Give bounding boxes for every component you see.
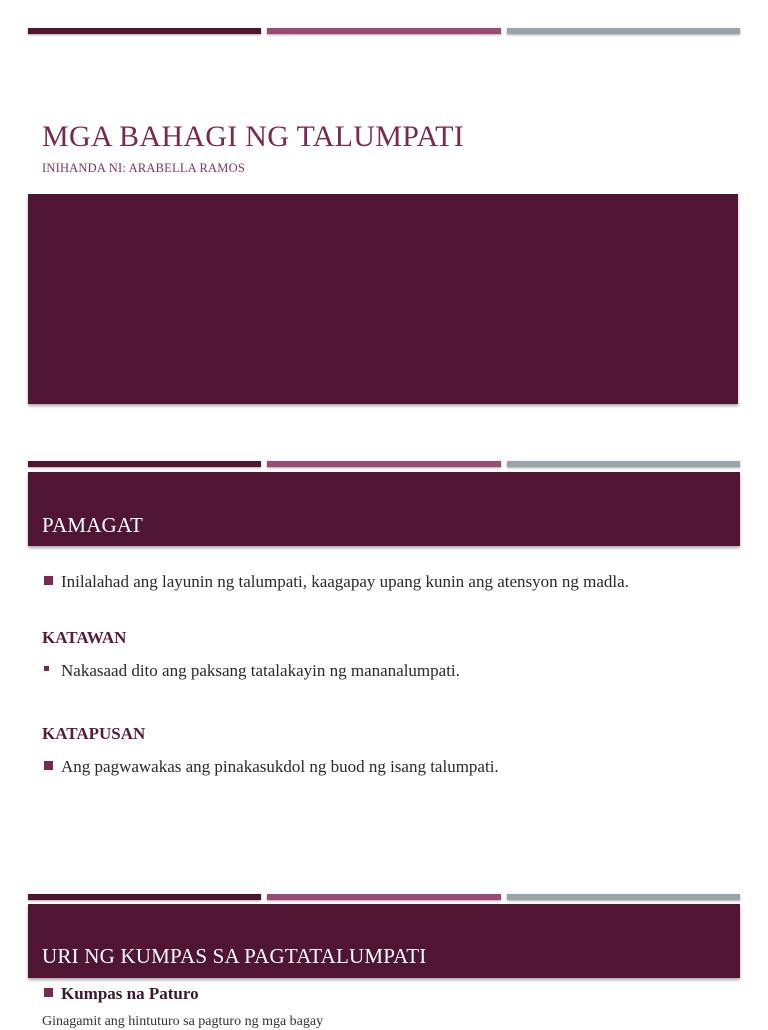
- square-bullet-icon: [44, 761, 53, 770]
- katapusan-text: Ang pagwawakas ang pinakasukdol ng buod ng isang talumpati.: [61, 757, 499, 776]
- kumpas-paturo-heading: Kumpas na Paturo: [61, 984, 199, 1003]
- slide2-title: PAMAGAT: [42, 513, 143, 537]
- pamagat-bullet: [44, 572, 629, 592]
- bar-segment-pink: [267, 28, 500, 34]
- slide1-subtitle: INIHANDA NI: ARABELLA RAMOS: [42, 161, 245, 175]
- pamagat-text: Inilalahad ang layunin ng talumpati, kaagapay upang kunin ang atensyon ng madla.: [61, 572, 629, 591]
- slide1-decorative-bar: [28, 28, 740, 34]
- bar-segment-maroon: [28, 894, 261, 900]
- bar-segment-maroon: [28, 461, 261, 467]
- slide3-title: URI NG KUMPAS SA PAGTATALUMPATI: [42, 944, 427, 968]
- katapusan-heading: KATAPUSAN: [42, 724, 146, 743]
- slide3-title-panel: [28, 904, 740, 978]
- bar-segment-gray: [507, 894, 740, 900]
- small-square-bullet-icon: [44, 666, 49, 671]
- slide1-title: MGA BAHAGI NG TALUMPATI: [42, 120, 465, 153]
- bar-segment-gray: [507, 28, 740, 34]
- katawan-bullet: [44, 661, 460, 681]
- square-bullet-icon: [44, 576, 53, 585]
- bar-segment-gray: [507, 461, 740, 467]
- katapusan-bullet: [44, 757, 499, 777]
- kumpas-paturo-bullet: [44, 984, 199, 1004]
- katawan-text: Nakasaad dito ang paksang tatalakayin ng mananalumpati.: [61, 661, 460, 680]
- katawan-heading: KATAWAN: [42, 628, 127, 647]
- slide2-title-panel: [28, 472, 740, 546]
- bar-segment-pink: [267, 461, 500, 467]
- slide2-decorative-bar: [28, 461, 740, 467]
- slide3-decorative-bar: [28, 894, 740, 900]
- bar-segment-pink: [267, 894, 500, 900]
- kumpas-paturo-text: Ginagamit ang hintuturo sa pagturo ng mga bagay: [42, 1014, 324, 1029]
- slide1-maroon-panel: [28, 194, 738, 404]
- square-bullet-icon: [44, 988, 53, 997]
- bar-segment-maroon: [28, 28, 261, 34]
